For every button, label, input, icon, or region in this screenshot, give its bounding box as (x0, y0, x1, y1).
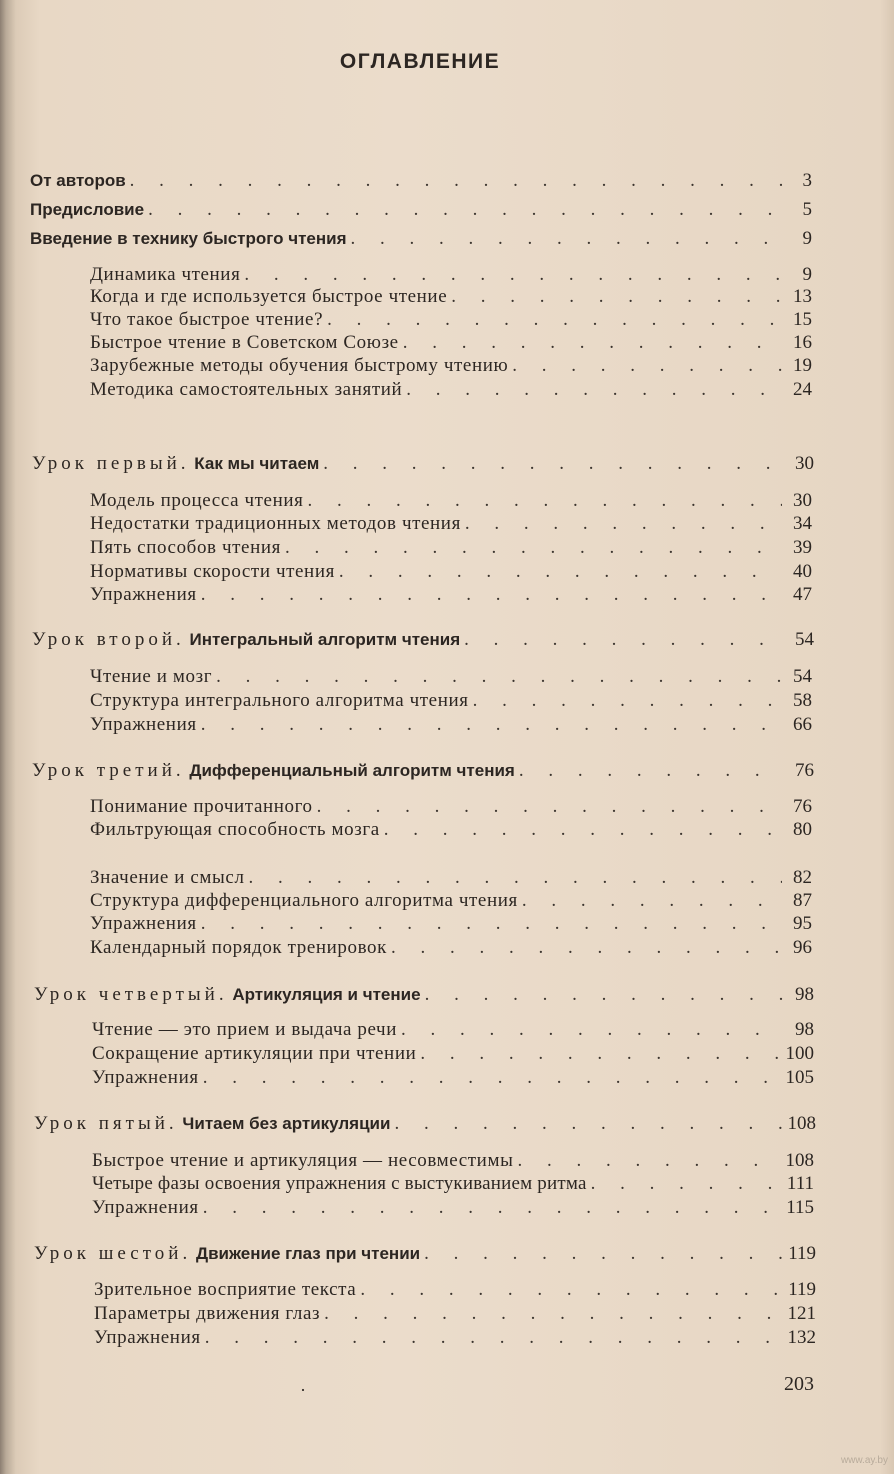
toc-page-number: 54 (793, 666, 812, 687)
leader-dots (307, 490, 782, 512)
leader-dots (351, 228, 782, 250)
leader-dots (148, 199, 782, 221)
lesson-prefix: Урок шестой. (34, 1243, 192, 1264)
toc-subentry-label: Чтение и мозг (90, 666, 213, 687)
leader-dots (424, 1243, 784, 1265)
toc-subentry (90, 890, 812, 912)
leader-dots (591, 1173, 783, 1195)
toc-subentry (90, 867, 812, 889)
toc-entry (30, 170, 812, 192)
lesson-title: Движение глаз при чтении (195, 1244, 421, 1263)
toc-entry-label: Введение в технику быстрого чтения (30, 229, 347, 248)
toc-page-number: 16 (793, 332, 812, 353)
toc-subentry-label: Что такое быстрое чтение? (90, 309, 324, 330)
toc-subentry-label: Пять способов чтения (90, 537, 281, 558)
leader-dots (201, 584, 782, 606)
toc-subentry-label: Модель процесса чтения (90, 490, 304, 511)
toc-subentry-label: Зрительное восприятие текста (94, 1279, 357, 1300)
toc-entry (30, 228, 812, 250)
toc-subentry (90, 379, 812, 401)
leader-dots (205, 1327, 784, 1349)
toc-page-number: 95 (793, 913, 812, 934)
leader-dots (519, 760, 784, 782)
toc-subentry-label: Упражнения (92, 1197, 199, 1218)
leader-dots (464, 629, 784, 651)
toc-subentry-label: Параметры движения глаз (94, 1303, 321, 1324)
toc-subentry-label: Структура интегрального алгоритма чтения (90, 690, 469, 711)
toc-subentry (92, 1173, 814, 1195)
toc-page-number: 80 (793, 819, 812, 840)
toc-page-number: 58 (793, 690, 812, 711)
toc-page-number: 30 (795, 453, 814, 474)
toc-page-number: 87 (793, 890, 812, 911)
toc-page-number: 100 (785, 1043, 814, 1064)
toc-subentry-label: Методика самостоятельных занятий (90, 379, 403, 400)
toc-page-number: 15 (793, 309, 812, 330)
toc-page-number: 108 (785, 1150, 814, 1171)
lesson-title: Читаем без артикуляции (182, 1114, 391, 1133)
toc-page-number: 96 (793, 937, 812, 958)
toc-subentry-label: Быстрое чтение и артикуляция — несовместимы (92, 1150, 514, 1171)
leader-dots (420, 1043, 781, 1065)
leader-dots (425, 984, 784, 1006)
toc-subentry (90, 796, 812, 818)
leader-dots (317, 796, 782, 818)
leader-dots (216, 666, 782, 688)
toc-page-number: 66 (793, 714, 812, 735)
toc-page-number: 47 (793, 584, 812, 605)
toc-page-number: 111 (786, 1173, 814, 1194)
lesson-title: Дифференциальный алгоритм чтения (189, 761, 515, 780)
toc-page-number: 9 (802, 264, 812, 285)
toc-page-number: 98 (795, 1019, 814, 1040)
lesson-prefix: Урок четвертый. (34, 984, 228, 1005)
leader-dots (323, 453, 784, 475)
toc-entry-label: Предисловие (30, 200, 145, 219)
toc-page-number: 119 (788, 1243, 816, 1264)
leader-dots (512, 355, 782, 377)
toc-subentry (90, 355, 812, 377)
toc-page-number: 30 (793, 490, 812, 511)
toc-subentry-label: Упражнения (90, 913, 197, 934)
toc-subentry-label: Понимание прочитанного (90, 796, 313, 817)
leader-dots (403, 332, 782, 354)
toc-subentry (90, 490, 812, 512)
toc-subentry-label: Быстрое чтение в Советском Союзе (90, 332, 399, 353)
leader-dots (401, 1019, 784, 1041)
toc-entry (30, 199, 812, 221)
toc-lesson-heading (34, 984, 814, 1006)
toc-page-number: 115 (786, 1197, 814, 1218)
toc-subentry (94, 1279, 816, 1301)
lesson-prefix: Урок второй. (32, 629, 185, 650)
toc-subentry-label: Упражнения (92, 1067, 199, 1088)
leader-dots (360, 1279, 784, 1301)
lesson-prefix: Урок третий. (32, 760, 185, 781)
toc-subentry-label: Чтение — это прием и выдача речи (92, 1019, 397, 1040)
toc-subentry-label: Четыре фазы освоения упражнения с выстукиванием ритма (92, 1173, 587, 1194)
leader-dots (249, 867, 782, 889)
leader-dots (473, 690, 782, 712)
lesson-title: Артикуляция и чтение (232, 985, 421, 1004)
watermark: www.ay.by (840, 1455, 888, 1466)
leader-dots (406, 379, 782, 401)
toc-subentry-label: Сокращение артикуляции при чтении (92, 1043, 417, 1064)
toc-subentry (94, 1303, 816, 1325)
toc-subentry-label: Нормативы скорости чтения (90, 561, 335, 582)
toc-page-number: 105 (785, 1067, 814, 1088)
leader-dots (451, 286, 782, 308)
toc-page-number: 82 (793, 867, 812, 888)
lesson-title: Интегральный алгоритм чтения (189, 630, 461, 649)
toc-page-number: 3 (802, 170, 812, 191)
toc-page-number: 76 (795, 760, 814, 781)
toc-subentry (90, 309, 812, 331)
toc-subentry-label: Упражнения (94, 1327, 201, 1348)
toc-page-number: 19 (793, 355, 812, 376)
toc-lesson-heading (32, 629, 814, 651)
toc-page-number: 54 (795, 629, 814, 650)
toc-subentry (90, 690, 812, 712)
toc-subentry (92, 1150, 814, 1172)
toc-subentry (90, 264, 812, 286)
toc-subentry-label: Когда и где используется быстрое чтение (90, 286, 448, 307)
toc-page-number: 5 (802, 199, 812, 220)
toc-subentry (90, 666, 812, 688)
toc-entry-label: От авторов (30, 171, 126, 190)
toc-subentry (92, 1019, 814, 1041)
page-title: ОГЛАВЛЕНИЕ (339, 50, 501, 73)
toc-page-number: 24 (793, 379, 812, 400)
toc-subentry (92, 1197, 814, 1219)
toc-lesson-heading (32, 760, 814, 782)
leader-dots (324, 1303, 783, 1325)
leader-dots (384, 819, 782, 841)
toc-page-number: 40 (793, 561, 812, 582)
lesson-prefix: Урок первый. (32, 453, 190, 474)
toc-page-number: 121 (787, 1303, 816, 1324)
leader-dots (327, 309, 782, 331)
toc-page-number: 108 (787, 1113, 816, 1134)
toc-subentry (90, 537, 812, 559)
toc-subentry (90, 332, 812, 354)
toc-lesson-heading (34, 1243, 816, 1265)
toc-page-number: 132 (787, 1327, 816, 1348)
toc-subentry-label: Недостатки традиционных методов чтения (90, 513, 461, 534)
leader-dots (130, 170, 782, 192)
leader-dots (244, 264, 782, 286)
toc-subentry (94, 1327, 816, 1349)
toc-page-number: 98 (795, 984, 814, 1005)
toc-subentry (90, 584, 812, 606)
toc-subentry-label: Упражнения (90, 714, 197, 735)
toc-subentry (92, 1067, 814, 1089)
leader-dots (391, 937, 782, 959)
toc-page-number: 13 (793, 286, 812, 307)
print-speck: · (300, 1380, 306, 1400)
toc-subentry (90, 561, 812, 583)
leader-dots (201, 913, 782, 935)
toc-subentry-label: Фильтрующая способность мозга (90, 819, 380, 840)
toc-page-number: 34 (793, 513, 812, 534)
toc-subentry (90, 513, 812, 535)
toc-subentry-label: Значение и смысл (90, 867, 245, 888)
leader-dots (203, 1067, 782, 1089)
toc-page-number: 119 (788, 1279, 816, 1300)
leader-dots (522, 890, 782, 912)
folio-page-number: 203 (784, 1373, 814, 1395)
leader-dots (394, 1113, 783, 1135)
toc-subentry-label: Упражнения (90, 584, 197, 605)
toc-subentry (90, 714, 812, 736)
toc-subentry-label: Зарубежные методы обучения быстрому чтению (90, 355, 509, 376)
toc-subentry-label: Динамика чтения (90, 264, 241, 285)
lesson-prefix: Урок пятый. (34, 1113, 178, 1134)
lesson-title: Как мы читаем (194, 454, 320, 473)
toc-page-number: 39 (793, 537, 812, 558)
leader-dots (285, 537, 782, 559)
toc-subentry (90, 286, 812, 308)
toc-subentry-label: Структура дифференциального алгоритма чтения (90, 890, 518, 911)
toc-subentry (92, 1043, 814, 1065)
toc-lesson-heading (32, 453, 814, 475)
toc-subentry (90, 937, 812, 959)
leader-dots (203, 1197, 783, 1219)
toc-page-number: 76 (793, 796, 812, 817)
leader-dots (201, 714, 782, 736)
toc-lesson-heading (34, 1113, 816, 1135)
toc-page-number: 9 (802, 228, 812, 249)
toc-subentry-label: Календарный порядок тренировок (90, 937, 387, 958)
toc-subentry (90, 913, 812, 935)
leader-dots (465, 513, 782, 535)
leader-dots (339, 561, 782, 583)
toc-subentry (90, 819, 812, 841)
leader-dots (517, 1150, 781, 1172)
